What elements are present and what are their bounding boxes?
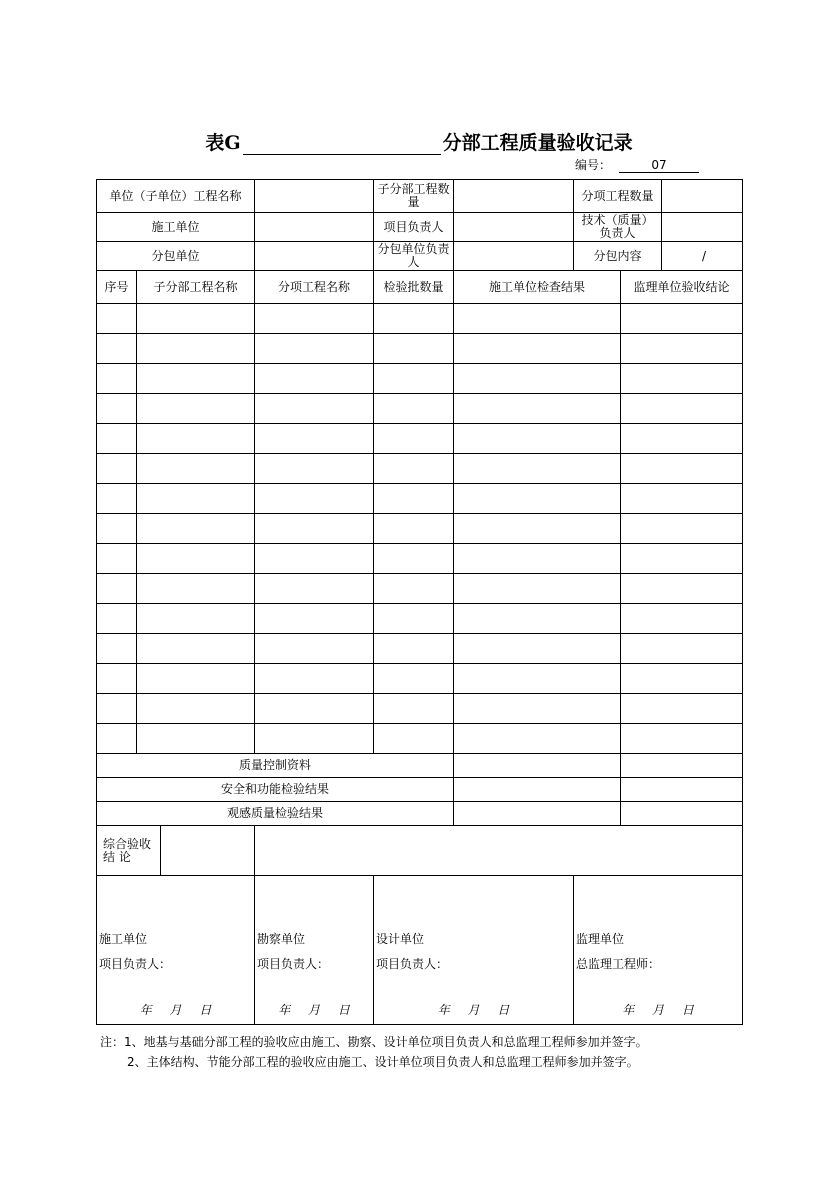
cell-supervisor-conclusion[interactable] bbox=[621, 724, 743, 754]
cell-batch-count[interactable] bbox=[374, 574, 454, 604]
acceptance-form-table bbox=[96, 179, 743, 1025]
cell-item-project[interactable] bbox=[255, 454, 374, 484]
summary-supervisor-cell[interactable] bbox=[621, 754, 743, 778]
cell-item-project[interactable] bbox=[255, 334, 374, 364]
signature-date: 年 月 日 bbox=[278, 1003, 350, 1017]
cell-item-project[interactable] bbox=[255, 604, 374, 634]
cell-supervisor-conclusion[interactable] bbox=[621, 544, 743, 574]
cell-seq[interactable] bbox=[97, 664, 137, 694]
cell-item-project[interactable] bbox=[255, 724, 374, 754]
cell-item-project[interactable] bbox=[255, 514, 374, 544]
table-row bbox=[97, 604, 743, 634]
notes bbox=[100, 1032, 648, 1072]
cell-supervisor-conclusion[interactable] bbox=[621, 334, 743, 364]
cell-constructor-result[interactable] bbox=[454, 334, 621, 364]
sub-content-value[interactable]: / bbox=[662, 242, 743, 271]
cell-constructor-result[interactable] bbox=[454, 424, 621, 454]
summary-row-quality bbox=[97, 754, 743, 778]
summary-constructor-cell[interactable] bbox=[454, 754, 621, 778]
cell-constructor-result[interactable] bbox=[454, 394, 621, 424]
summary-supervisor-cell[interactable] bbox=[621, 778, 743, 802]
cell-seq[interactable] bbox=[97, 544, 137, 574]
code-row bbox=[575, 156, 699, 173]
cell-constructor-result[interactable] bbox=[454, 514, 621, 544]
tech-lead-value[interactable] bbox=[662, 213, 743, 242]
signature-unit: 设计单位 bbox=[376, 932, 425, 946]
table-row bbox=[97, 394, 743, 424]
sub-content-label: 分包内容 bbox=[574, 242, 662, 271]
cell-batch-count[interactable] bbox=[374, 694, 454, 724]
cell-sub-project[interactable] bbox=[137, 334, 255, 364]
cell-supervisor-conclusion[interactable] bbox=[621, 574, 743, 604]
table-row bbox=[97, 484, 743, 514]
conclusion-value[interactable] bbox=[255, 826, 743, 876]
table-row bbox=[97, 424, 743, 454]
cell-batch-count[interactable] bbox=[374, 484, 454, 514]
cell-batch-count[interactable] bbox=[374, 724, 454, 754]
cell-constructor-result[interactable] bbox=[454, 664, 621, 694]
col-seq: 序号 bbox=[97, 271, 137, 304]
cell-sub-project[interactable] bbox=[137, 544, 255, 574]
signature-date: 年 月 日 bbox=[139, 1003, 212, 1017]
code-label: 编号： bbox=[575, 158, 612, 172]
table-row bbox=[97, 544, 743, 574]
summary-supervisor-cell[interactable] bbox=[621, 802, 743, 826]
cell-constructor-result[interactable] bbox=[454, 574, 621, 604]
summary-label: 质量控制资料 bbox=[97, 754, 454, 778]
signature-person: 项目负责人： bbox=[257, 957, 330, 971]
cell-constructor-result[interactable] bbox=[454, 604, 621, 634]
cell-constructor-result[interactable] bbox=[454, 454, 621, 484]
cell-seq[interactable] bbox=[97, 574, 137, 604]
cell-constructor-result[interactable] bbox=[454, 634, 621, 664]
col-sub-project: 子分部工程名称 bbox=[137, 271, 255, 304]
signature-unit: 施工单位 bbox=[99, 932, 148, 946]
signature-person: 项目负责人： bbox=[99, 957, 172, 971]
conclusion-label bbox=[97, 826, 255, 876]
table-row bbox=[97, 334, 743, 364]
cell-batch-count[interactable] bbox=[374, 634, 454, 664]
unit-name-label: 单位（子单位）工程名称 bbox=[97, 180, 255, 213]
summary-label: 安全和功能检验结果 bbox=[97, 778, 454, 802]
cell-supervisor-conclusion[interactable] bbox=[621, 394, 743, 424]
conclusion-label-text: 综合验收结 论 bbox=[97, 826, 161, 875]
signature-unit: 勘察单位 bbox=[257, 932, 306, 946]
cell-supervisor-conclusion[interactable] bbox=[621, 514, 743, 544]
title-blank-field[interactable] bbox=[243, 134, 441, 155]
table-row bbox=[97, 304, 743, 334]
cell-batch-count[interactable] bbox=[374, 514, 454, 544]
cell-supervisor-conclusion[interactable] bbox=[621, 484, 743, 514]
cell-constructor-result[interactable] bbox=[454, 544, 621, 574]
cell-sub-project[interactable] bbox=[137, 724, 255, 754]
cell-sub-project[interactable] bbox=[137, 514, 255, 544]
col-item-project: 分项工程名称 bbox=[255, 271, 374, 304]
cell-item-project[interactable] bbox=[255, 634, 374, 664]
cell-seq[interactable] bbox=[97, 484, 137, 514]
signature-cell-survey[interactable] bbox=[255, 876, 374, 1025]
cell-batch-count[interactable] bbox=[374, 394, 454, 424]
signature-person: 总监理工程师： bbox=[576, 957, 661, 971]
title-prefix: 表G bbox=[205, 132, 241, 154]
form-title bbox=[0, 128, 838, 155]
table-row bbox=[97, 454, 743, 484]
cell-sub-project[interactable] bbox=[137, 694, 255, 724]
sub-lead-label: 分包单位负责人 bbox=[374, 242, 454, 271]
cell-seq[interactable] bbox=[97, 424, 137, 454]
sub-lead-value[interactable] bbox=[454, 242, 574, 271]
summary-row-safety bbox=[97, 778, 743, 802]
cell-constructor-result[interactable] bbox=[454, 694, 621, 724]
cell-sub-project[interactable] bbox=[137, 394, 255, 424]
data-rows bbox=[97, 304, 743, 754]
cell-supervisor-conclusion[interactable] bbox=[621, 304, 743, 334]
cell-seq[interactable] bbox=[97, 454, 137, 484]
col-batch-count: 检验批数量 bbox=[374, 271, 454, 304]
cell-item-project[interactable] bbox=[255, 424, 374, 454]
cell-batch-count[interactable] bbox=[374, 424, 454, 454]
cell-supervisor-conclusion[interactable] bbox=[621, 634, 743, 664]
header-row-1 bbox=[97, 180, 743, 213]
cell-item-project[interactable] bbox=[255, 664, 374, 694]
cell-sub-project[interactable] bbox=[137, 484, 255, 514]
summary-constructor-cell[interactable] bbox=[454, 778, 621, 802]
cell-sub-project[interactable] bbox=[137, 604, 255, 634]
cell-supervisor-conclusion[interactable] bbox=[621, 694, 743, 724]
table-row bbox=[97, 724, 743, 754]
cell-seq[interactable] bbox=[97, 694, 137, 724]
summary-label: 观感质量检验结果 bbox=[97, 802, 454, 826]
header-row-3 bbox=[97, 242, 743, 271]
cell-seq[interactable] bbox=[97, 364, 137, 394]
cell-item-project[interactable] bbox=[255, 304, 374, 334]
cell-sub-project[interactable] bbox=[137, 454, 255, 484]
cell-supervisor-conclusion[interactable] bbox=[621, 604, 743, 634]
cell-seq[interactable] bbox=[97, 634, 137, 664]
note-2: 2、主体结构、节能分部工程的验收应由施工、设计单位项目负责人和总监理工程师参加并签字。 bbox=[127, 1055, 639, 1069]
table-row bbox=[97, 364, 743, 394]
cell-batch-count[interactable] bbox=[374, 664, 454, 694]
cell-batch-count[interactable] bbox=[374, 334, 454, 364]
sub-count-label: 子分部工程数量 bbox=[374, 180, 454, 213]
project-lead-value[interactable] bbox=[454, 213, 574, 242]
subcontractor-value[interactable] bbox=[255, 242, 374, 271]
conclusion-value-left[interactable] bbox=[161, 826, 254, 875]
unit-name-value[interactable] bbox=[255, 180, 374, 213]
item-count-value[interactable] bbox=[662, 180, 743, 213]
table-row bbox=[97, 694, 743, 724]
tech-lead-label: 技术（质量）负责人 bbox=[574, 213, 662, 242]
summary-constructor-cell[interactable] bbox=[454, 802, 621, 826]
note-1: 注：1、地基与基础分部工程的验收应由施工、勘察、设计单位项目负责人和总监理工程师参加并签字。 bbox=[100, 1035, 648, 1049]
title-suffix: 分部工程质量验收记录 bbox=[442, 132, 633, 154]
signature-cell-design[interactable] bbox=[374, 876, 574, 1025]
cell-batch-count[interactable] bbox=[374, 364, 454, 394]
cell-batch-count[interactable] bbox=[374, 544, 454, 574]
cell-supervisor-conclusion[interactable] bbox=[621, 424, 743, 454]
table-row bbox=[97, 664, 743, 694]
item-count-label: 分项工程数量 bbox=[574, 180, 662, 213]
cell-supervisor-conclusion[interactable] bbox=[621, 664, 743, 694]
cell-item-project[interactable] bbox=[255, 574, 374, 604]
cell-seq[interactable] bbox=[97, 394, 137, 424]
subcontractor-label: 分包单位 bbox=[97, 242, 255, 271]
cell-batch-count[interactable] bbox=[374, 604, 454, 634]
project-lead-label: 项目负责人 bbox=[374, 213, 454, 242]
cell-seq[interactable] bbox=[97, 604, 137, 634]
cell-item-project[interactable] bbox=[255, 484, 374, 514]
cell-sub-project[interactable] bbox=[137, 364, 255, 394]
cell-item-project[interactable] bbox=[255, 544, 374, 574]
constructor-label: 施工单位 bbox=[97, 213, 255, 242]
cell-item-project[interactable] bbox=[255, 364, 374, 394]
col-constructor-result: 施工单位检查结果 bbox=[454, 271, 621, 304]
table-row bbox=[97, 514, 743, 544]
cell-batch-count[interactable] bbox=[374, 454, 454, 484]
table-row bbox=[97, 634, 743, 664]
cell-sub-project[interactable] bbox=[137, 574, 255, 604]
table-row bbox=[97, 574, 743, 604]
constructor-value[interactable] bbox=[255, 213, 374, 242]
cell-supervisor-conclusion[interactable] bbox=[621, 454, 743, 484]
cell-constructor-result[interactable] bbox=[454, 724, 621, 754]
signature-person: 项目负责人： bbox=[376, 957, 449, 971]
cell-sub-project[interactable] bbox=[137, 304, 255, 334]
column-header-row bbox=[97, 271, 743, 304]
signature-unit: 监理单位 bbox=[576, 932, 625, 946]
signature-date: 年 月 日 bbox=[437, 1003, 510, 1017]
cell-seq[interactable] bbox=[97, 334, 137, 364]
cell-sub-project[interactable] bbox=[137, 664, 255, 694]
header-row-2 bbox=[97, 213, 743, 242]
cell-constructor-result[interactable] bbox=[454, 484, 621, 514]
col-supervisor-conclusion: 监理单位验收结论 bbox=[621, 271, 743, 304]
cell-batch-count[interactable] bbox=[374, 304, 454, 334]
signature-cell-constructor[interactable] bbox=[97, 876, 255, 1025]
cell-seq[interactable] bbox=[97, 724, 137, 754]
cell-item-project[interactable] bbox=[255, 394, 374, 424]
signature-date: 年 月 日 bbox=[622, 1003, 694, 1017]
cell-sub-project[interactable] bbox=[137, 424, 255, 454]
conclusion-row bbox=[97, 826, 743, 876]
cell-sub-project[interactable] bbox=[137, 634, 255, 664]
summary-row-appearance bbox=[97, 802, 743, 826]
cell-supervisor-conclusion[interactable] bbox=[621, 364, 743, 394]
cell-constructor-result[interactable] bbox=[454, 304, 621, 334]
code-value[interactable]: 07 bbox=[619, 158, 699, 173]
cell-constructor-result[interactable] bbox=[454, 364, 621, 394]
signature-cell-supervisor[interactable] bbox=[574, 876, 743, 1025]
sub-count-value[interactable] bbox=[454, 180, 574, 213]
cell-item-project[interactable] bbox=[255, 694, 374, 724]
signature-row bbox=[97, 876, 743, 1025]
cell-seq[interactable] bbox=[97, 514, 137, 544]
cell-seq[interactable] bbox=[97, 304, 137, 334]
